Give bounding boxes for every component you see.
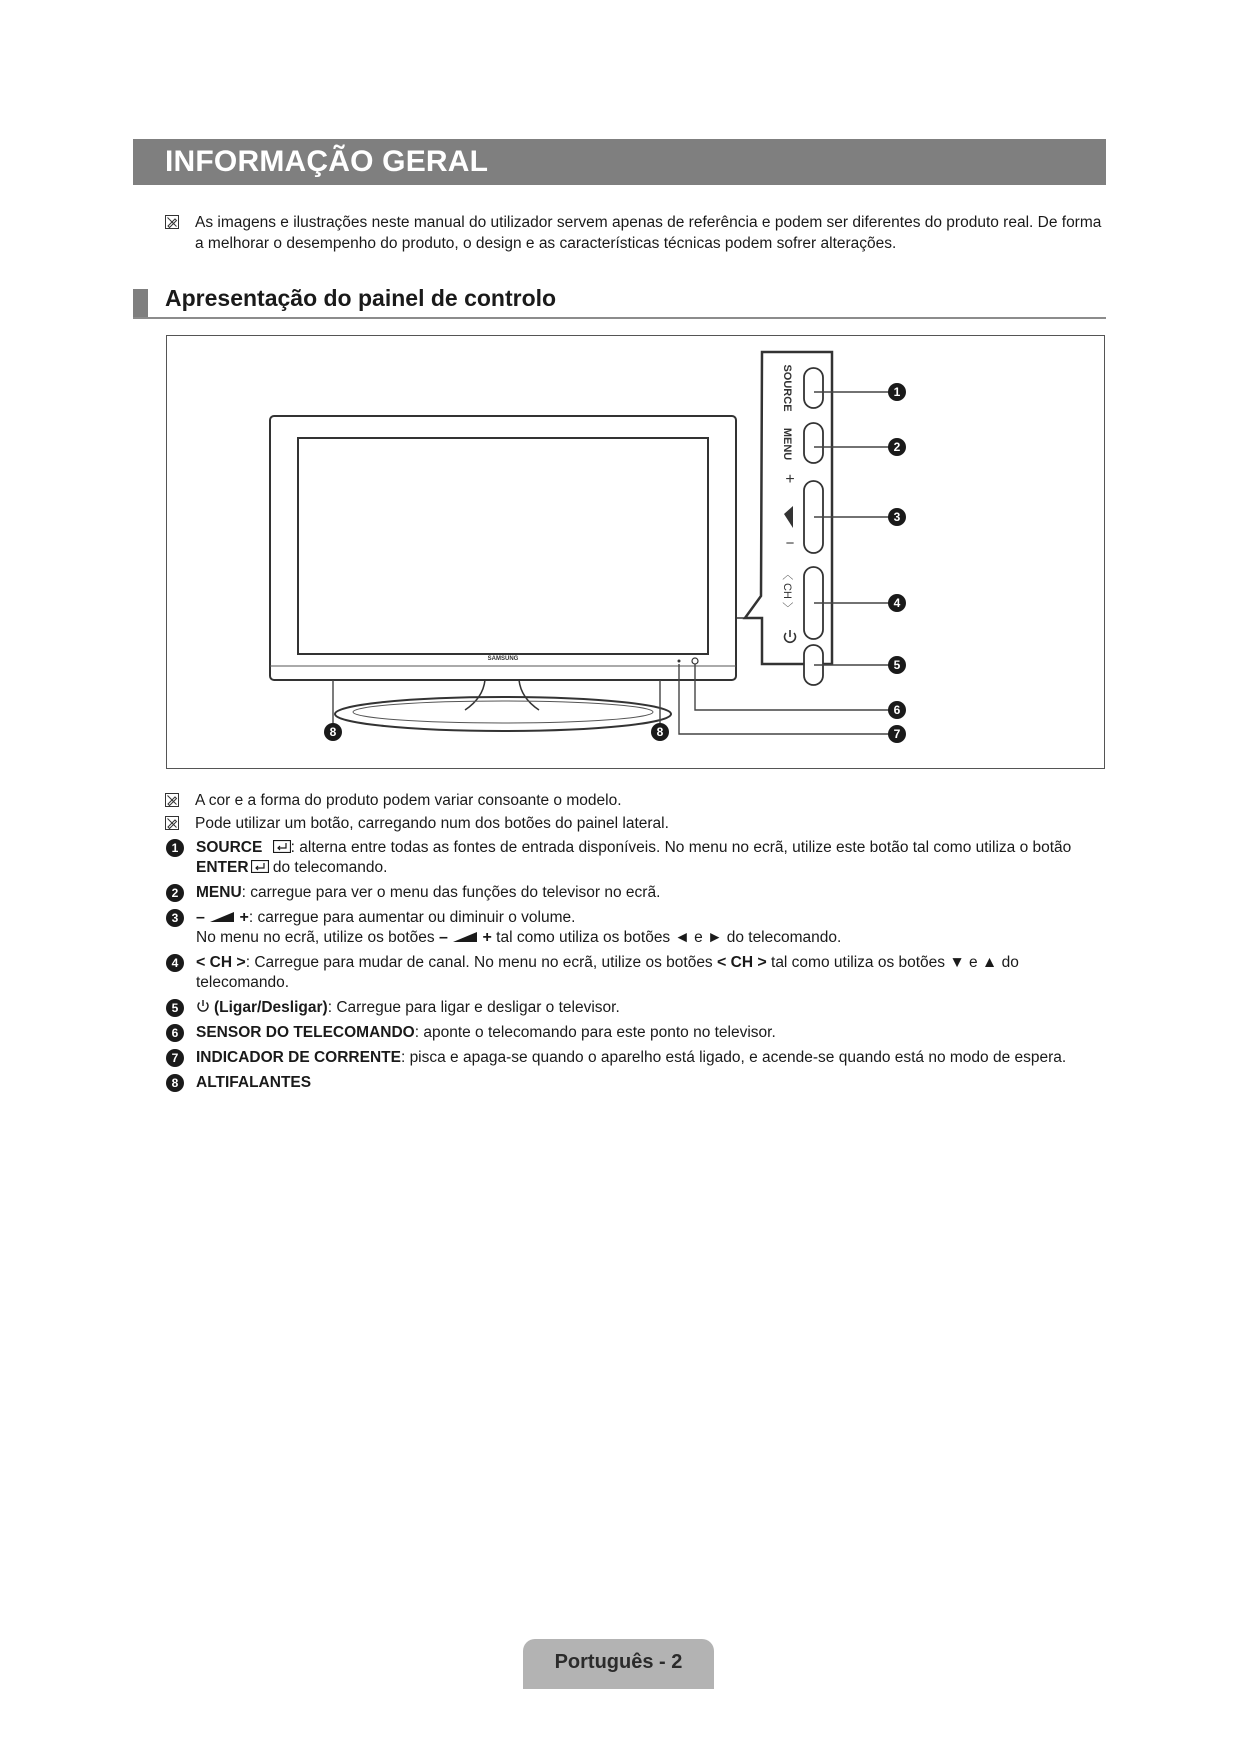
power-indicator-led xyxy=(678,660,681,663)
tv-stand-base xyxy=(335,697,671,731)
callout-8-right-label: 8 xyxy=(656,725,664,739)
item-number: 7 xyxy=(166,1049,184,1067)
item-label: SOURCE xyxy=(196,839,263,856)
tv-screen xyxy=(298,438,708,654)
panel-label-plus: + xyxy=(785,471,795,488)
item-label-enter: ENTER xyxy=(196,859,249,876)
item-text: : aponte o telecomando para este ponto no televisor. xyxy=(414,1024,776,1041)
item-source xyxy=(166,838,1106,878)
item-speakers xyxy=(166,1073,1106,1093)
section-heading-text: Apresentação do painel de controlo xyxy=(165,285,557,311)
item-text: : carregue para aumentar ou diminuir o volume. xyxy=(248,909,576,926)
tv-stand-neck xyxy=(465,680,539,710)
power-icon xyxy=(196,999,210,1013)
plus-glyph: + xyxy=(239,909,249,926)
enter-icon xyxy=(251,860,269,873)
callout-8-left-label: 8 xyxy=(329,725,337,739)
item-text: do telecomando. xyxy=(268,859,388,876)
section-marker xyxy=(133,289,148,317)
item-text: tal como utiliza os botões ▼ e ▲ do telecomando. xyxy=(196,954,1019,991)
section-heading xyxy=(133,283,1106,319)
item-text: No menu no ecrã, utilize os botões xyxy=(196,929,439,946)
note-text: A cor e a forma do produto podem variar consoante o modelo. xyxy=(195,792,622,809)
item-text: : Carregue para mudar de canal. No menu no ecrã, utilize os botões xyxy=(245,954,717,971)
page-footer-tab xyxy=(523,1639,714,1689)
item-channel xyxy=(166,953,1106,993)
callout-4-label: 4 xyxy=(893,596,901,610)
panel-label-menu: MENU xyxy=(781,427,793,461)
item-label: INDICADOR DE CORRENTE xyxy=(196,1049,401,1066)
note-icon xyxy=(165,215,179,229)
callout-3-label: 3 xyxy=(893,510,901,524)
title-bar xyxy=(133,139,1106,185)
ch-label: CH xyxy=(730,954,754,971)
chevron-right-icon: > xyxy=(757,954,767,971)
note-icon xyxy=(165,793,179,807)
item-number: 5 xyxy=(166,999,184,1017)
item-number: 4 xyxy=(166,954,184,972)
note-text: Pode utilizar um botão, carregando num dos botões do painel lateral. xyxy=(195,815,669,832)
intro-note-text: As imagens e ilustrações neste manual do utilizador servem apenas de referência e podem ser diferentes do produto real. De forma a melhorar o desempenho do produto, o design e as características técnicas podem sofrer alterações. xyxy=(195,214,1102,252)
item-menu xyxy=(166,883,1106,903)
minus-glyph: – xyxy=(196,909,205,926)
item-text: : Carregue para ligar e desligar o televisor. xyxy=(327,999,620,1016)
callout-7-label: 7 xyxy=(893,727,901,741)
chevron-right-icon: > xyxy=(236,954,246,971)
minus-glyph: – xyxy=(438,929,448,946)
item-label: ALTIFALANTES xyxy=(196,1074,312,1091)
tv-illustration xyxy=(167,336,1106,770)
enter-icon xyxy=(273,840,291,853)
item-volume xyxy=(166,908,1106,948)
callout-5-label: 5 xyxy=(893,658,901,672)
panel-label-source: SOURCE xyxy=(781,364,793,412)
figure-notes xyxy=(165,790,1105,836)
item-remote-sensor xyxy=(166,1023,1106,1043)
tv-bezel xyxy=(270,416,736,680)
item-power xyxy=(166,998,1106,1018)
remote-sensor xyxy=(692,658,698,664)
item-text: : carregue para ver o menu das funções do televisor no ecrã. xyxy=(241,884,661,901)
item-text: : pisca e apaga-se quando o aparelho está ligado, e acende-se quando está no modo de espera. xyxy=(400,1049,1067,1066)
control-panel-figure xyxy=(166,335,1105,769)
note-row xyxy=(165,790,1105,813)
note-row xyxy=(165,813,1105,836)
menu-button xyxy=(804,423,823,463)
chevron-left-icon: < xyxy=(717,954,727,971)
ch-label: CH xyxy=(209,954,233,971)
panel-label-ch: 〈 CH 〉 xyxy=(781,569,793,613)
page-title: INFORMAÇÃO GERAL xyxy=(165,145,489,178)
panel-label-minus: − xyxy=(785,535,795,552)
callout-6-label: 6 xyxy=(893,703,901,717)
page-number: Português - 2 xyxy=(554,1651,683,1673)
source-button xyxy=(804,368,823,408)
item-power-indicator xyxy=(166,1048,1106,1068)
item-text: : alterna entre todas as fontes de entrada disponíveis. No menu no ecrã, utilize este botão tal como utiliza o botão xyxy=(290,839,1072,856)
note-icon xyxy=(165,816,179,830)
callout-1-label: 1 xyxy=(893,385,901,399)
item-label: SENSOR DO TELECOMANDO xyxy=(196,1024,415,1041)
item-label: MENU xyxy=(196,884,242,901)
callout-2-label: 2 xyxy=(893,440,901,454)
volume-wedge-icon xyxy=(452,931,478,943)
tv-brand-label: SAMSUNG xyxy=(487,656,519,662)
item-label: (Ligar/Desligar) xyxy=(214,999,328,1016)
chevron-left-icon: < xyxy=(196,954,206,971)
item-number: 1 xyxy=(166,839,184,857)
plus-glyph: + xyxy=(482,929,492,946)
item-text: tal como utiliza os botões ◄ e ► do telecomando. xyxy=(491,929,842,946)
volume-wedge-icon xyxy=(209,911,235,923)
item-number: 6 xyxy=(166,1024,184,1042)
item-number: 2 xyxy=(166,884,184,902)
item-number: 8 xyxy=(166,1074,184,1092)
control-descriptions xyxy=(166,838,1106,1098)
item-number: 3 xyxy=(166,909,184,927)
